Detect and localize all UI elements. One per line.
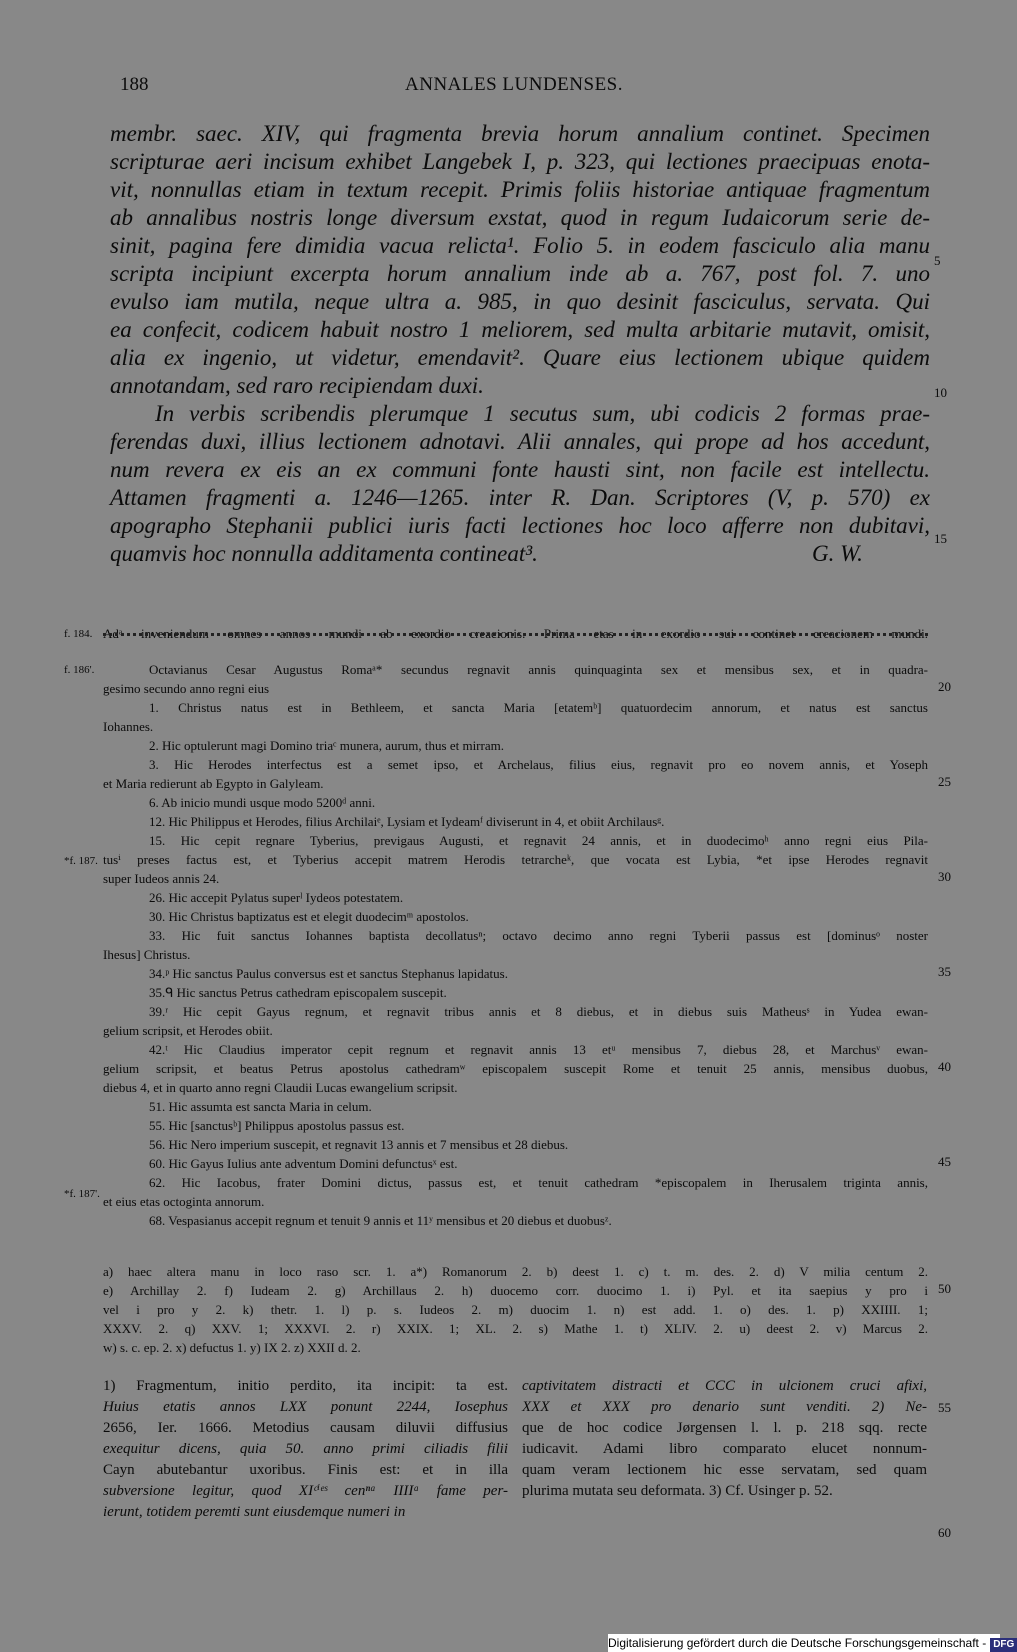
chronicle-line: 62. Hic Iacobus, frater Domini dictus, passus est, et tenuit cathedram *episcopalem in Iherusalem triginta annis, [149, 1175, 928, 1190]
footnote-line: Huius etatis annos LXX ponunt 2244, Iosephus [103, 1399, 508, 1415]
intro-line: alia ex ingenio, ut videtur, emendavit². Quare eius lectionem ubique quidem [110, 345, 930, 370]
chronicle-line: tusⁱ preses factus est, et Tyberius accepit matrem Herodis tetrarcheᵏ, que vocata est Lybia, *et ipse Herodes regnavit [103, 852, 928, 867]
chronicle-line: super Iudeos annis 24. [103, 871, 220, 886]
line-number: 55 [938, 1400, 951, 1415]
intro-line: scripta incipiunt excerpta horum annalium inde ab a. 767, post fol. 7. uno [110, 261, 930, 286]
dfg-logo: DFG [990, 1638, 1017, 1652]
apparatus-line: XXXV. 2. q) XXV. 1; XXXVI. 2. r) XXIX. 1; XL. 2. s) Mathe 1. t) XLIV. 2. u) deest 2. v) Marcus 2. [103, 1321, 928, 1336]
chronicle-line: 26. Hic accepit Pylatus superˡ Iydeos potestatem. [149, 890, 404, 905]
footnote-line: captivitatem distracti et CCC in ulcionem cruci afixi, [522, 1378, 927, 1394]
folio-marker: *f. 187'. [64, 1188, 100, 1200]
intro-line: scripturae aeri incisum exhibet Langebek I, p. 323, qui lectiones praecipuas enota- [110, 149, 930, 174]
chronicle-line: 33. Hic fuit sanctus Iohannes baptista decollatusⁿ; octavo decimo anno regni Tyberii passus est [dominusᵒ noster [149, 928, 928, 943]
chronicle-line: 35.ᑫ Hic sanctus Petrus cathedram episcopalem suscepit. [149, 985, 447, 1000]
intro-line: membr. saec. XIV, qui fragmenta brevia horum annalium continet. Specimen [110, 121, 930, 146]
ellipsis-divider [103, 633, 928, 644]
chronicle-line: 68. Vespasianus accepit regnum et tenuit 9 annis et 11ʸ mensibus et 20 diebus et duobusᶻ. [149, 1213, 612, 1228]
line-number: 30 [938, 869, 951, 884]
line-number: 60 [938, 1525, 951, 1540]
chronicle-line: gelium scripsit, et Herodes obiit. [103, 1023, 273, 1038]
folio-marker: f. 184. [64, 628, 93, 640]
intro-line: apographo Stephanii publici iuris facti lectiones hoc loco afferre non dubitavi, [110, 513, 930, 538]
footnote-line: exequitur dicens, quia 50. anno primi ciliadis filii [103, 1441, 508, 1457]
chronicle-line: 1. Christus natus est in Bethleem, et sancta Maria [etatemᵇ] quatuordecim annorum, et natus est sanctus [149, 700, 928, 715]
intro-line: sinit, pagina fere dimidia vacua relicta¹. Folio 5. in eodem fasciculo alia manu [110, 233, 930, 258]
apparatus-line: vel i pro y 2. k) thetr. 1. l) p. s. Iudeos 2. m) duocim 1. n) est add. 1. o) des. 1. p) XXIIII. 1; [103, 1302, 928, 1317]
chronicle-line: 15. Hic cepit regnare Tyberius, previgaus Augusti, et regnavit 24 annis, et in duodecimoʰ anno regni eius Pila- [149, 833, 928, 848]
line-number: 35 [938, 964, 951, 979]
chronicle-line: et Maria redierunt ab Egypto in Galyleam. [103, 776, 324, 791]
footnote-line: que de hoc codice Jørgensen l. l. p. 218 sqq. recte [522, 1420, 927, 1436]
intro-line: num revera ex eis an ex communi fonte hausti sint, non facile est intellectu. [110, 457, 930, 482]
footnote-line: subversione legitur, quod XIᶜⁱᵉˢ cenⁿᵃ IIIIᵃ fame per- [103, 1483, 508, 1499]
digitization-footer [608, 1634, 1015, 1652]
intro-line: annotandam, sed raro recipiendam duxi. [110, 373, 484, 398]
chronicle-line: gelium scripsit, et beatus Petrus apostolus cathedramʷ episcopalem suscepit Rome et tenuit 25 annis, mensibus duobus, [103, 1061, 928, 1076]
chronicle-line: Ihesus] Christus. [103, 947, 191, 962]
running-title: ANNALES LUNDENSES. [405, 74, 623, 95]
intro-line: quamvis hoc nonnulla additamenta contineat³. [110, 541, 538, 566]
intro-line: evulso iam mutila, neque ultra a. 985, in quo desinit fasciculus, servata. Qui [110, 289, 930, 314]
line-number: 20 [938, 679, 951, 694]
page-number: 188 [120, 74, 149, 95]
footnote-line: quam veram lectionem hic esse servatam, sed quam [522, 1462, 927, 1478]
folio-marker: *f. 187. [64, 855, 98, 867]
apparatus-line: a) haec altera manu in loco raso scr. 1. a*) Romanorum 2. b) deest 1. c) t. m. des. 2. d) V milia centum 2. [103, 1264, 928, 1279]
folio-marker: f. 186'. [64, 664, 95, 676]
chronicle-line: et eius etas octoginta annorum. [103, 1194, 265, 1209]
intro-line: ab annalibus nostris longe diversum exstat, quod in regum Iudaicorum serie de- [110, 205, 930, 230]
chronicle-line: Adᵃ inveniendum omnes annos mundi ab exordio creacionis. Prima etas in exordio sui continet creacionem mundi. [103, 626, 928, 641]
signature: G. W. [812, 541, 863, 566]
footnote-line: XXX et XXX pro denario sunt venditi. 2) Ne- [522, 1399, 927, 1415]
chronicle-line: diebus 4, et in quarto anno regni Claudii Lucas ewangelium scripsit. [103, 1080, 458, 1095]
chronicle-line: 3. Hic Herodes interfectus est a semet ipso, et Archelaus, filius eius, regnavit pro eo novem annis, et Yoseph [149, 757, 928, 772]
chronicle-line: 51. Hic assumta est sancta Maria in celum. [149, 1099, 372, 1114]
intro-line: ea confecit, codicem habuit nostro 1 meliorem, sed multa arbitarie mutavit, omisit, [110, 317, 930, 342]
chronicle-line: 42.ᵗ Hic Claudius imperator cepit regnum et regnavit annis 13 etᵘ mensibus 7, diebus 28, et Marchusᵛ ewan- [149, 1042, 928, 1057]
chronicle-line: 60. Hic Gayus Iulius ante adventum Domini defunctusˣ est. [149, 1156, 458, 1171]
chronicle-line: Octavianus Cesar Augustus Romaᵃ* secundus regnavit annis quinquaginta sex et mensibus sex, et in quadra- [149, 662, 928, 677]
footnote-line: ierunt, totidem peremti sunt eiusdemque numeri in [103, 1504, 406, 1520]
footnote-line: plurima mutata seu deformata. 3) Cf. Usinger p. 52. [522, 1483, 833, 1499]
chronicle-line: 12. Hic Philippus et Herodes, filius Archilaiᵉ, Lysiam et Iydeamᶠ diviserunt in 4, et obiit Archilausᵍ. [149, 814, 665, 829]
intro-line: vit, nonnullas etiam in textum recepit. Primis foliis historiae antiquae fragmentum [110, 177, 930, 202]
footnote-line: 2656, Ier. 1666. Metodius causam diluvii diffusius [103, 1420, 508, 1436]
line-number: 25 [938, 774, 951, 789]
chronicle-line: 2. Hic optulerunt magi Domino triaᶜ munera, aurum, thus et mirram. [149, 738, 504, 753]
intro-line: ferendas duxi, illius lectionem adnotavi. Alii annales, qui prope ad hos accedunt, [110, 429, 930, 454]
chronicle-line: 30. Hic Christus baptizatus est et elegit duodecimᵐ apostolos. [149, 909, 469, 924]
line-number: 10 [934, 385, 947, 400]
line-number: 40 [938, 1059, 951, 1074]
apparatus-line: w) s. c. ep. 2. x) defuctus 1. y) IX 2. z) XXII d. 2. [103, 1340, 361, 1355]
chronicle-line: 39.ʳ Hic cepit Gayus regnum, et regnavit tribus annis et 8 diebus, et in diebus suis Matheusˢ in Yudea ewan- [149, 1004, 928, 1019]
footnote-line: iudicavit. Adami libro comparato elucet nonnum- [522, 1441, 927, 1457]
chronicle-line: 56. Hic Nero imperium suscepit, et regnavit 13 annis et 7 mensibus et 28 diebus. [149, 1137, 569, 1152]
line-number: 50 [938, 1281, 951, 1296]
intro-line: In verbis scribendis plerumque 1 secutus sum, ubi codicis 2 formas prae- [155, 401, 930, 426]
chronicle-line: 6. Ab inicio mundi usque modo 5200ᵈ anni. [149, 795, 376, 810]
chronicle-line: Iohannes. [103, 719, 154, 734]
intro-line: Attamen fragmenti a. 1246—1265. inter R. Dan. Scriptores (V, p. 570) ex [110, 485, 930, 510]
footnote-line: Cayn abutebantur uxoribus. Finis est: et in illa [103, 1462, 508, 1478]
chronicle-line: 34.ᵖ Hic sanctus Paulus conversus est et sanctus Stephanus lapidatus. [149, 966, 508, 981]
apparatus-line: e) Archillay 2. f) Iudeam 2. g) Archillaus 2. h) duocemo corr. duocimo 1. i) Pyl. et ita saepius y pro i [103, 1283, 928, 1298]
footer-text: Digitalisierung gefördert durch die Deutsche Forschungsgemeinschaft - [608, 1636, 987, 1650]
footnote-line: 1) Fragmentum, initio perdito, ita incipit: ta est. [103, 1378, 508, 1394]
chronicle-line: gesimo secundo anno regni eius [103, 681, 270, 696]
line-number: 5 [934, 253, 941, 268]
line-number: 15 [934, 531, 947, 546]
line-number: 45 [938, 1154, 951, 1169]
chronicle-line: 55. Hic [sanctusᵇ] Philippus apostolus passus est. [149, 1118, 405, 1133]
